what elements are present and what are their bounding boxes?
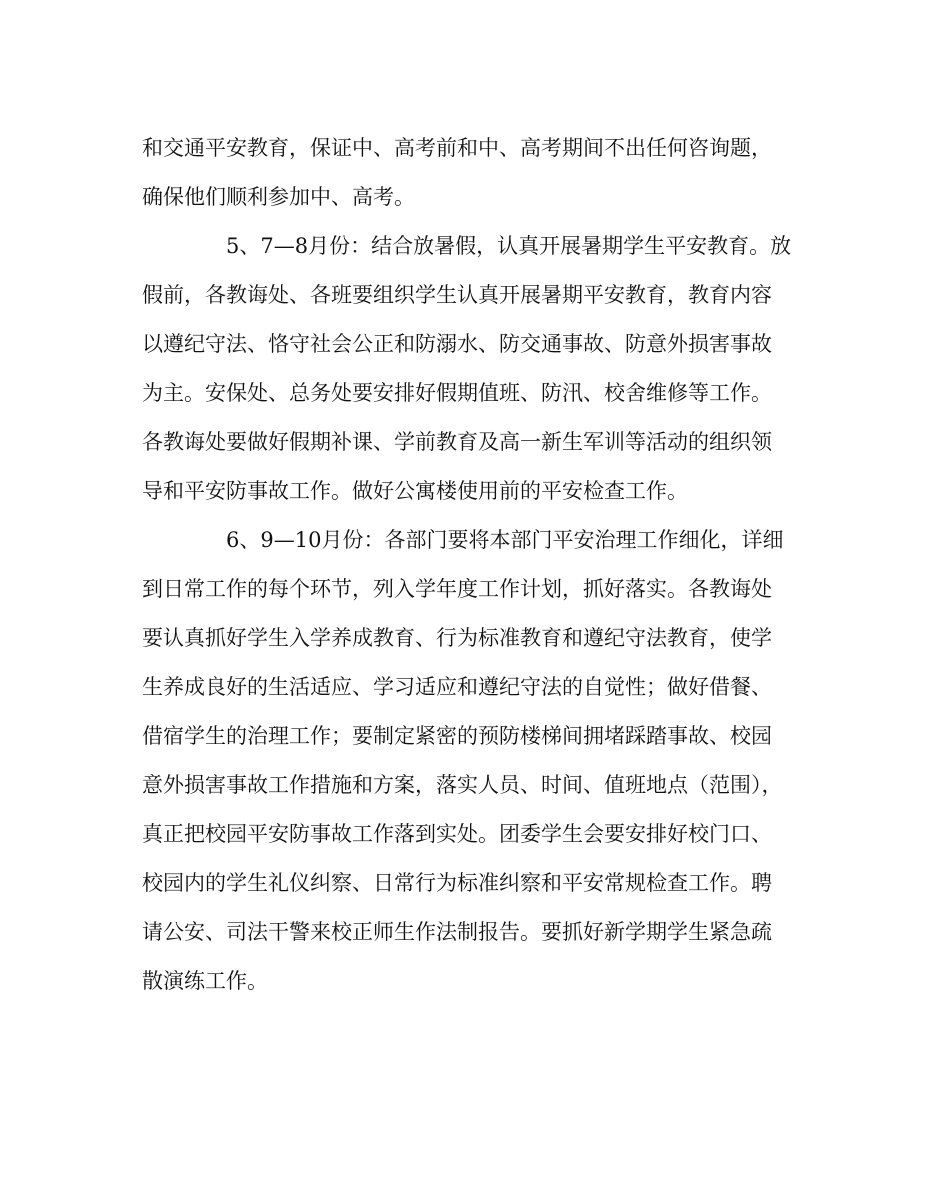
text-line: 散演练工作。 xyxy=(142,969,268,993)
text-line: 校园内的学生礼仪纠察、日常行为标准纠察和平安常规检查工作。聘 xyxy=(142,871,772,895)
text-line: 请公安、司法干警来校正师生作法制报告。要抓好新学期学生紧急疏 xyxy=(142,920,772,944)
text-line: 意外损害事故工作措施和方案，落实人员、时间、值班地点（范围）， xyxy=(142,773,783,797)
text-line: 各教诲处要做好假期补课、学前教育及高一新生军训等活动的组织领 xyxy=(142,430,772,454)
text-line: 确保他们顺利参加中、高考。 xyxy=(142,185,415,209)
text-line: 以遵纪守法、恪守社会公正和防溺水、防交通事故、防意外损害事故 xyxy=(142,332,772,356)
text-line: 为主。安保处、总务处要安排好假期值班、防汛、校舍维修等工作。 xyxy=(142,381,772,405)
text-line: 导和平安防事故工作。做好公寓楼使用前的平安检查工作。 xyxy=(142,479,688,503)
text-line: 和交通平安教育，保证中、高考前和中、高考期间不出任何咨询题， xyxy=(142,136,772,160)
text-line: 假前，各教诲处、各班要组织学生认真开展暑期平安教育，教育内容 xyxy=(142,283,772,307)
text-line: 到日常工作的每个环节，列入学年度工作计划，抓好落实。各教诲处 xyxy=(142,577,772,601)
body-text xyxy=(142,124,822,1006)
text-line: 要认真抓好学生入学养成教育、行为标准教育和遵纪守法教育，使学 xyxy=(142,626,772,650)
text-line: 借宿学生的治理工作；要制定紧密的预防楼梯间拥堵踩踏事故、校园 xyxy=(142,724,772,748)
text-line: 真正把校园平安防事故工作落到实处。团委学生会要安排好校门口、 xyxy=(142,822,772,846)
paragraph-start-line: 5、7—8月份：结合放暑假，认真开展暑期学生平安教育。放 xyxy=(226,234,792,258)
paragraph-start-line: 6、9—10月份：各部门要将本部门平安治理工作细化，详细 xyxy=(226,528,784,552)
text-line: 生养成良好的生活适应、学习适应和遵纪守法的自觉性；做好借餐、 xyxy=(142,675,772,699)
